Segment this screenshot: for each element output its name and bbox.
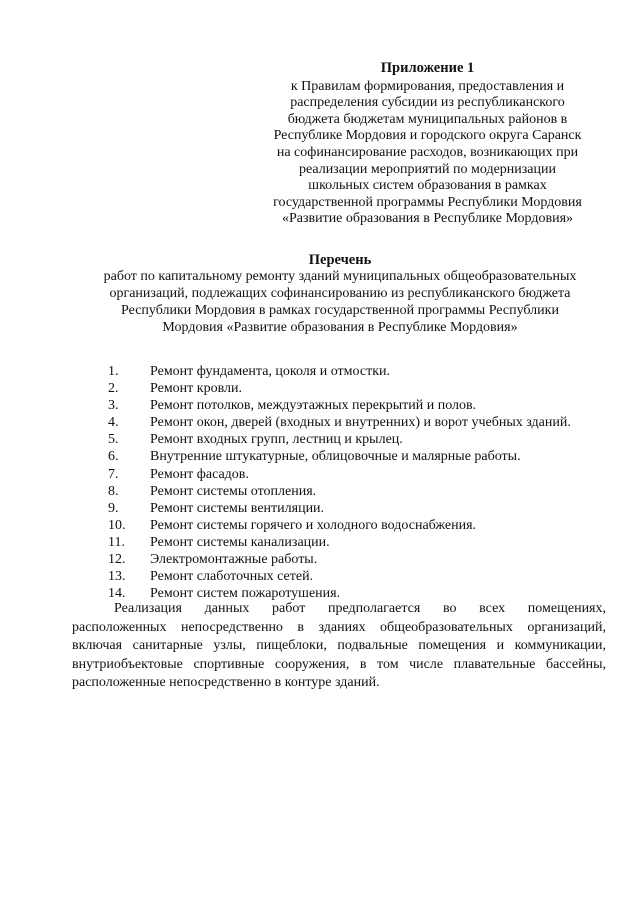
list-item-text: Ремонт системы канализации. — [150, 534, 330, 550]
list-item-text: Ремонт системы отопления. — [150, 483, 317, 499]
list-item-number: 6. — [108, 449, 119, 465]
list-item-number: 10. — [108, 517, 126, 533]
list-item — [108, 414, 618, 431]
list-item-number: 8. — [108, 483, 119, 499]
list-item-number: 3. — [108, 398, 119, 414]
list-title: Перечень — [308, 252, 372, 268]
annex-title: Приложение 1 — [380, 60, 475, 76]
list-item — [108, 483, 618, 500]
list-item-number: 9. — [108, 500, 119, 516]
list-item — [108, 534, 618, 551]
list-item — [108, 466, 618, 483]
list-item — [108, 431, 618, 448]
list-subtitle-line: Мордовия «Развитие образования в Республике Мордовия» — [162, 320, 518, 335]
annex-line: государственной программы Республики Мордовия — [273, 194, 582, 210]
conclusion-line: Реализация данных работ предполагается во всех помещениях, — [114, 601, 606, 616]
conclusion-paragraph — [72, 600, 606, 693]
list-item-text: Ремонт кровли. — [150, 381, 242, 397]
conclusion-line: расположенных непосредственно в зданиях общеобразовательных организаций, — [72, 619, 606, 635]
list-item-text: Ремонт системы горячего и холодного водоснабжения. — [150, 517, 477, 533]
list-subtitle-line: работ по капитальному ремонту зданий муниципальных общеобразовательных — [103, 269, 577, 284]
annex-line: распределения субсидии из республиканского — [290, 95, 565, 111]
annex-line: к Правилам формирования, предоставления и — [290, 78, 565, 94]
list-item-text: Ремонт окон, дверей (входных и внутренних) и ворот учебных зданий. — [150, 415, 571, 431]
list-item-text: Ремонт слаботочных сетей. — [150, 569, 314, 585]
list-item-text: Электромонтажные работы. — [150, 552, 318, 568]
annex-line: бюджета бюджетам муниципальных районов в — [287, 111, 568, 127]
conclusion-line: расположенные непосредственно в контуре зданий. — [72, 675, 380, 690]
list-item-number: 1. — [108, 364, 119, 379]
works-list — [108, 363, 618, 602]
list-item-text: Ремонт фасадов. — [150, 466, 249, 482]
list-item-number: 12. — [108, 552, 126, 568]
list-item-text: Ремонт системы вентиляции. — [150, 500, 325, 516]
list-item — [108, 551, 618, 568]
conclusion-line: внутриобъектовые спортивные сооружения, в том числе плавательные бассейны, — [72, 656, 606, 672]
list-item-number: 4. — [108, 415, 119, 431]
list-item-text: Ремонт систем пожаротушения. — [150, 586, 341, 602]
list-item — [108, 500, 618, 517]
annex-line: «Развитие образования в Республике Мордовия» — [281, 211, 574, 227]
list-item-number: 2. — [108, 381, 119, 397]
list-item-text: Ремонт входных групп, лестниц и крылец. — [150, 432, 403, 448]
annex-line: школьных систем образования в рамках — [308, 178, 547, 194]
list-item — [108, 517, 618, 534]
list-item — [108, 363, 618, 380]
list-item-number: 5. — [108, 432, 119, 448]
list-subtitle-line: Республики Мордовия в рамках государственной программы Республики — [121, 303, 559, 318]
list-subtitle — [70, 268, 610, 336]
list-item — [108, 397, 618, 414]
annex-line: Республике Мордовия и городского округа Саранск — [273, 128, 582, 144]
list-item-number: 13. — [108, 569, 126, 585]
annex-block — [250, 60, 605, 228]
list-item-number: 11. — [108, 534, 125, 550]
annex-line: реализации мероприятий по модернизации — [298, 161, 556, 177]
list-item-number: 14. — [108, 586, 126, 602]
list-item — [108, 568, 618, 585]
conclusion-line: включая санитарные узлы, пищеблоки, подвальные помещения и коммуникации, — [72, 638, 606, 653]
list-item-number: 7. — [108, 466, 119, 482]
list-item — [108, 448, 618, 465]
list-subtitle-line: организаций, подлежащих софинансированию из республиканского бюджета — [109, 286, 571, 301]
list-item-text: Ремонт фундамента, цоколя и отмостки. — [150, 364, 390, 379]
list-item — [108, 380, 618, 397]
list-item-text: Ремонт потолков, междуэтажных перекрытий и полов. — [150, 398, 477, 414]
list-item-text: Внутренние штукатурные, облицовочные и малярные работы. — [150, 449, 521, 465]
annex-line: на софинансирование расходов, возникающих при — [276, 144, 579, 160]
